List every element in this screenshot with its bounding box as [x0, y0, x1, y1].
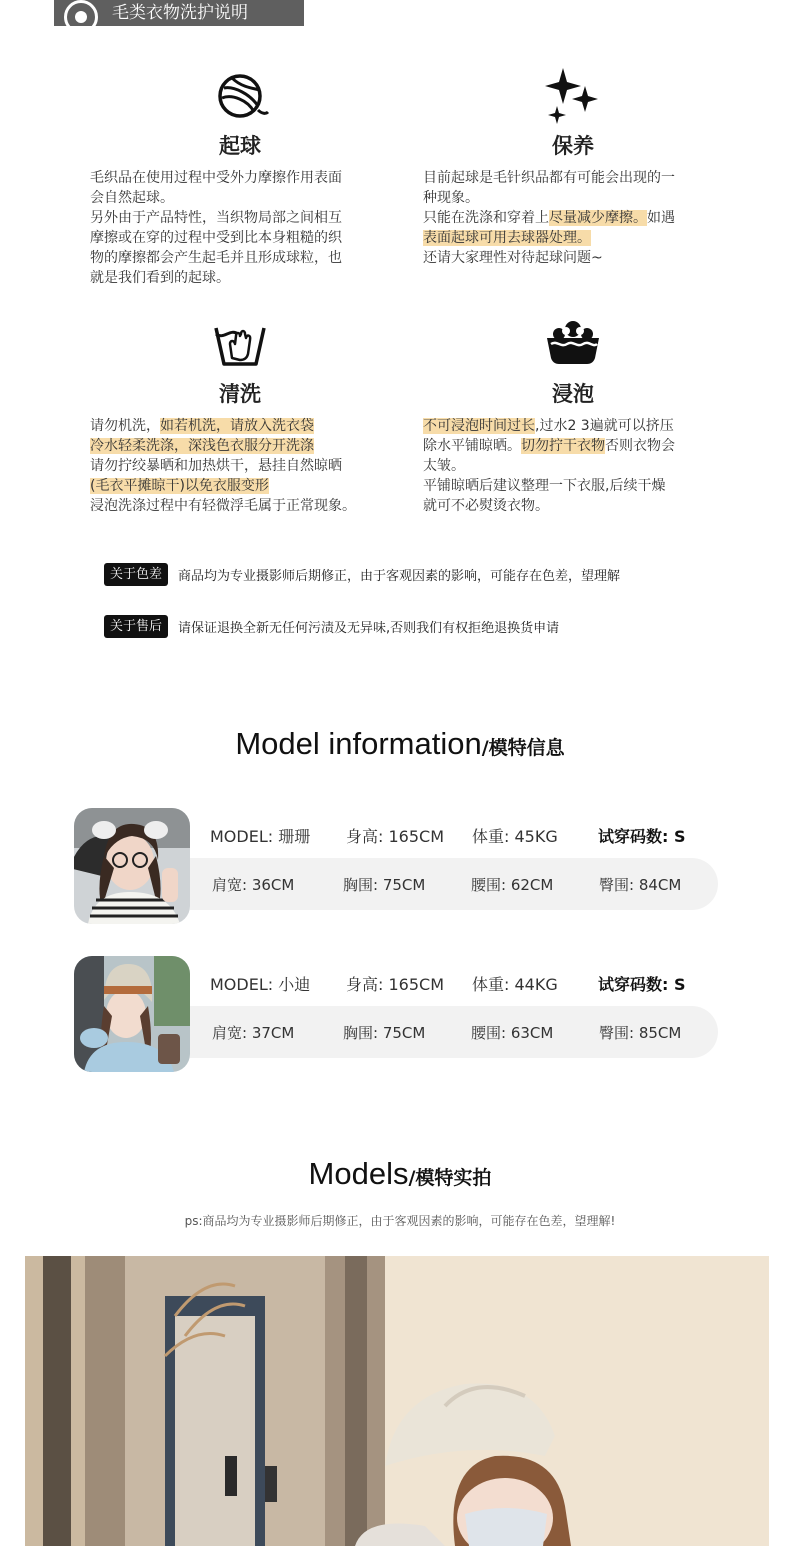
model-hip: 臀围: 85CM: [599, 1023, 682, 1042]
care-line: [423, 416, 723, 436]
care-line: [423, 496, 723, 516]
model-card: [74, 808, 724, 924]
heading-zh: /模特实拍: [408, 1167, 492, 1189]
care-line: [423, 228, 723, 248]
model-measure-row: [190, 858, 718, 910]
model-card: [74, 956, 724, 1072]
care-text-segment: 就可不必熨烫衣物。: [423, 498, 549, 514]
model-weight: 体重: 45KG: [472, 827, 558, 846]
care-line: [423, 436, 723, 456]
model-height: 身高: 165CM: [346, 975, 444, 994]
model-bust: 胸围: 75CM: [343, 1023, 426, 1042]
care-pilling: [90, 66, 390, 288]
care-text-segment: 平铺晾晒后建议整理一下衣服,后续干燥: [423, 478, 666, 494]
note-text: 商品均为专业摄影师后期修正，由于客观因素的影响，可能存在色差，望理解: [178, 569, 621, 584]
model-shoulder: 肩宽: 36CM: [212, 875, 295, 894]
model-size: 试穿码数: S: [598, 975, 686, 994]
model-measure-row: [190, 1006, 718, 1058]
care-line: [90, 208, 390, 228]
care-line: [90, 416, 390, 436]
care-text: [423, 168, 723, 268]
highlight-text: 切勿拧干衣物: [521, 438, 605, 454]
note-tag: 关于售后: [104, 615, 168, 638]
model-name: MODEL: 珊珊: [210, 827, 311, 846]
care-text-segment: 另外由于产品特性，当织物局部之间相互: [90, 210, 342, 226]
care-text-segment: 毛织品在使用过程中受外力摩擦作用表面: [90, 170, 342, 186]
care-line: [90, 436, 390, 456]
model-name: MODEL: 小迪: [210, 975, 311, 994]
care-line: [423, 188, 723, 208]
model-photo-large: [25, 1256, 769, 1546]
sparkle-icon: [543, 66, 603, 126]
care-text-segment: 会自然起球。: [90, 190, 174, 206]
model-bust: 胸围: 75CM: [343, 875, 426, 894]
care-line: [90, 496, 390, 516]
care-title: 保养: [552, 134, 594, 158]
care-title: 浸泡: [552, 382, 594, 406]
model-basic-row: [210, 824, 686, 847]
care-text-segment: 否则衣物会: [605, 438, 675, 454]
care-text-segment: 请勿机洗，: [90, 418, 160, 434]
care-text-segment: 如遇: [647, 210, 675, 226]
hand-wash-icon: [210, 314, 270, 374]
care-banner: [54, 0, 304, 26]
care-text-segment: 就是我们看到的起球。: [90, 270, 230, 286]
banner-title: 毛类衣物洗护说明: [112, 3, 248, 23]
care-text-segment: ,过水2 3遍就可以挤压: [535, 418, 674, 434]
care-text: [423, 416, 723, 516]
model-weight: 体重: 44KG: [472, 975, 558, 994]
note-text: 请保证退换全新无任何污渍及无异味,否则我们有权拒绝退换货申请: [178, 621, 560, 636]
care-soaking: [423, 314, 723, 516]
color-diff-note: [104, 563, 620, 586]
highlight-text: 冷水轻柔洗涤，深浅色衣服分开洗涤: [90, 438, 314, 454]
care-line: [90, 188, 390, 208]
care-text: [90, 416, 390, 516]
care-text-segment: 目前起球是毛针织品都有可能会出现的一: [423, 170, 675, 186]
care-line: [423, 456, 723, 476]
model-photo: [74, 956, 190, 1072]
soak-basin-icon: [543, 314, 603, 374]
after-sales-note: [104, 615, 559, 638]
care-line: [423, 168, 723, 188]
model-photo: [74, 808, 190, 924]
model-waist: 腰围: 62CM: [471, 875, 554, 894]
color-disclaimer: ps:商品均为专业摄影师后期修正，由于客观因素的影响，可能存在色差，望理解!: [184, 1214, 616, 1228]
care-text-segment: 浸泡洗涤过程中有轻微浮毛属于正常现象。: [90, 498, 356, 514]
model-size: 试穿码数: S: [598, 827, 686, 846]
heading-en: Models: [308, 1156, 409, 1191]
care-text-segment: 除水平铺晾晒。: [423, 438, 521, 454]
care-washing: [90, 314, 390, 516]
care-line: [90, 476, 390, 496]
care-text-segment: 摩擦或在穿的过程中受到比本身粗糙的织: [90, 230, 342, 246]
heading-zh: /模特信息: [481, 737, 565, 759]
care-text: [90, 168, 390, 288]
care-line: [423, 208, 723, 228]
yarn-ball-icon: [210, 66, 270, 126]
care-text-segment: 还请大家理性对待起球问题~: [423, 250, 603, 266]
highlight-text: (毛衣平摊晾干)以免衣服变形: [90, 478, 269, 494]
care-maintenance: [423, 66, 723, 268]
care-line: [90, 228, 390, 248]
models-heading: [0, 1156, 800, 1192]
care-text-segment: 请勿拧绞暴晒和加热烘干，悬挂自然晾晒: [90, 458, 342, 474]
care-line: [90, 268, 390, 288]
care-line: [90, 248, 390, 268]
logo-icon: [64, 0, 98, 26]
note-tag: 关于色差: [104, 563, 168, 586]
care-title: 清洗: [219, 382, 261, 406]
care-text-segment: 种现象。: [423, 190, 479, 206]
care-title: 起球: [219, 134, 261, 158]
model-hip: 臀围: 84CM: [599, 875, 682, 894]
model-info-heading: [0, 726, 800, 762]
care-line: [90, 168, 390, 188]
highlight-text: 不可浸泡时间过长: [423, 418, 535, 434]
highlight-text: 如若机洗，请放入洗衣袋: [160, 418, 314, 434]
highlight-text: 表面起球可用去球器处理。: [423, 230, 591, 246]
heading-en: Model information: [235, 726, 482, 761]
care-line: [423, 476, 723, 496]
model-shoulder: 肩宽: 37CM: [212, 1023, 295, 1042]
care-text-segment: 太皱。: [423, 458, 465, 474]
care-line: [423, 248, 723, 268]
model-height: 身高: 165CM: [346, 827, 444, 846]
care-text-segment: 只能在洗涤和穿着上: [423, 210, 549, 226]
care-text-segment: 物的摩擦都会产生起毛并且形成球粒，也: [90, 250, 342, 266]
model-waist: 腰围: 63CM: [471, 1023, 554, 1042]
model-basic-row: [210, 972, 686, 995]
highlight-text: 尽量减少摩擦。: [549, 210, 647, 226]
care-line: [90, 456, 390, 476]
